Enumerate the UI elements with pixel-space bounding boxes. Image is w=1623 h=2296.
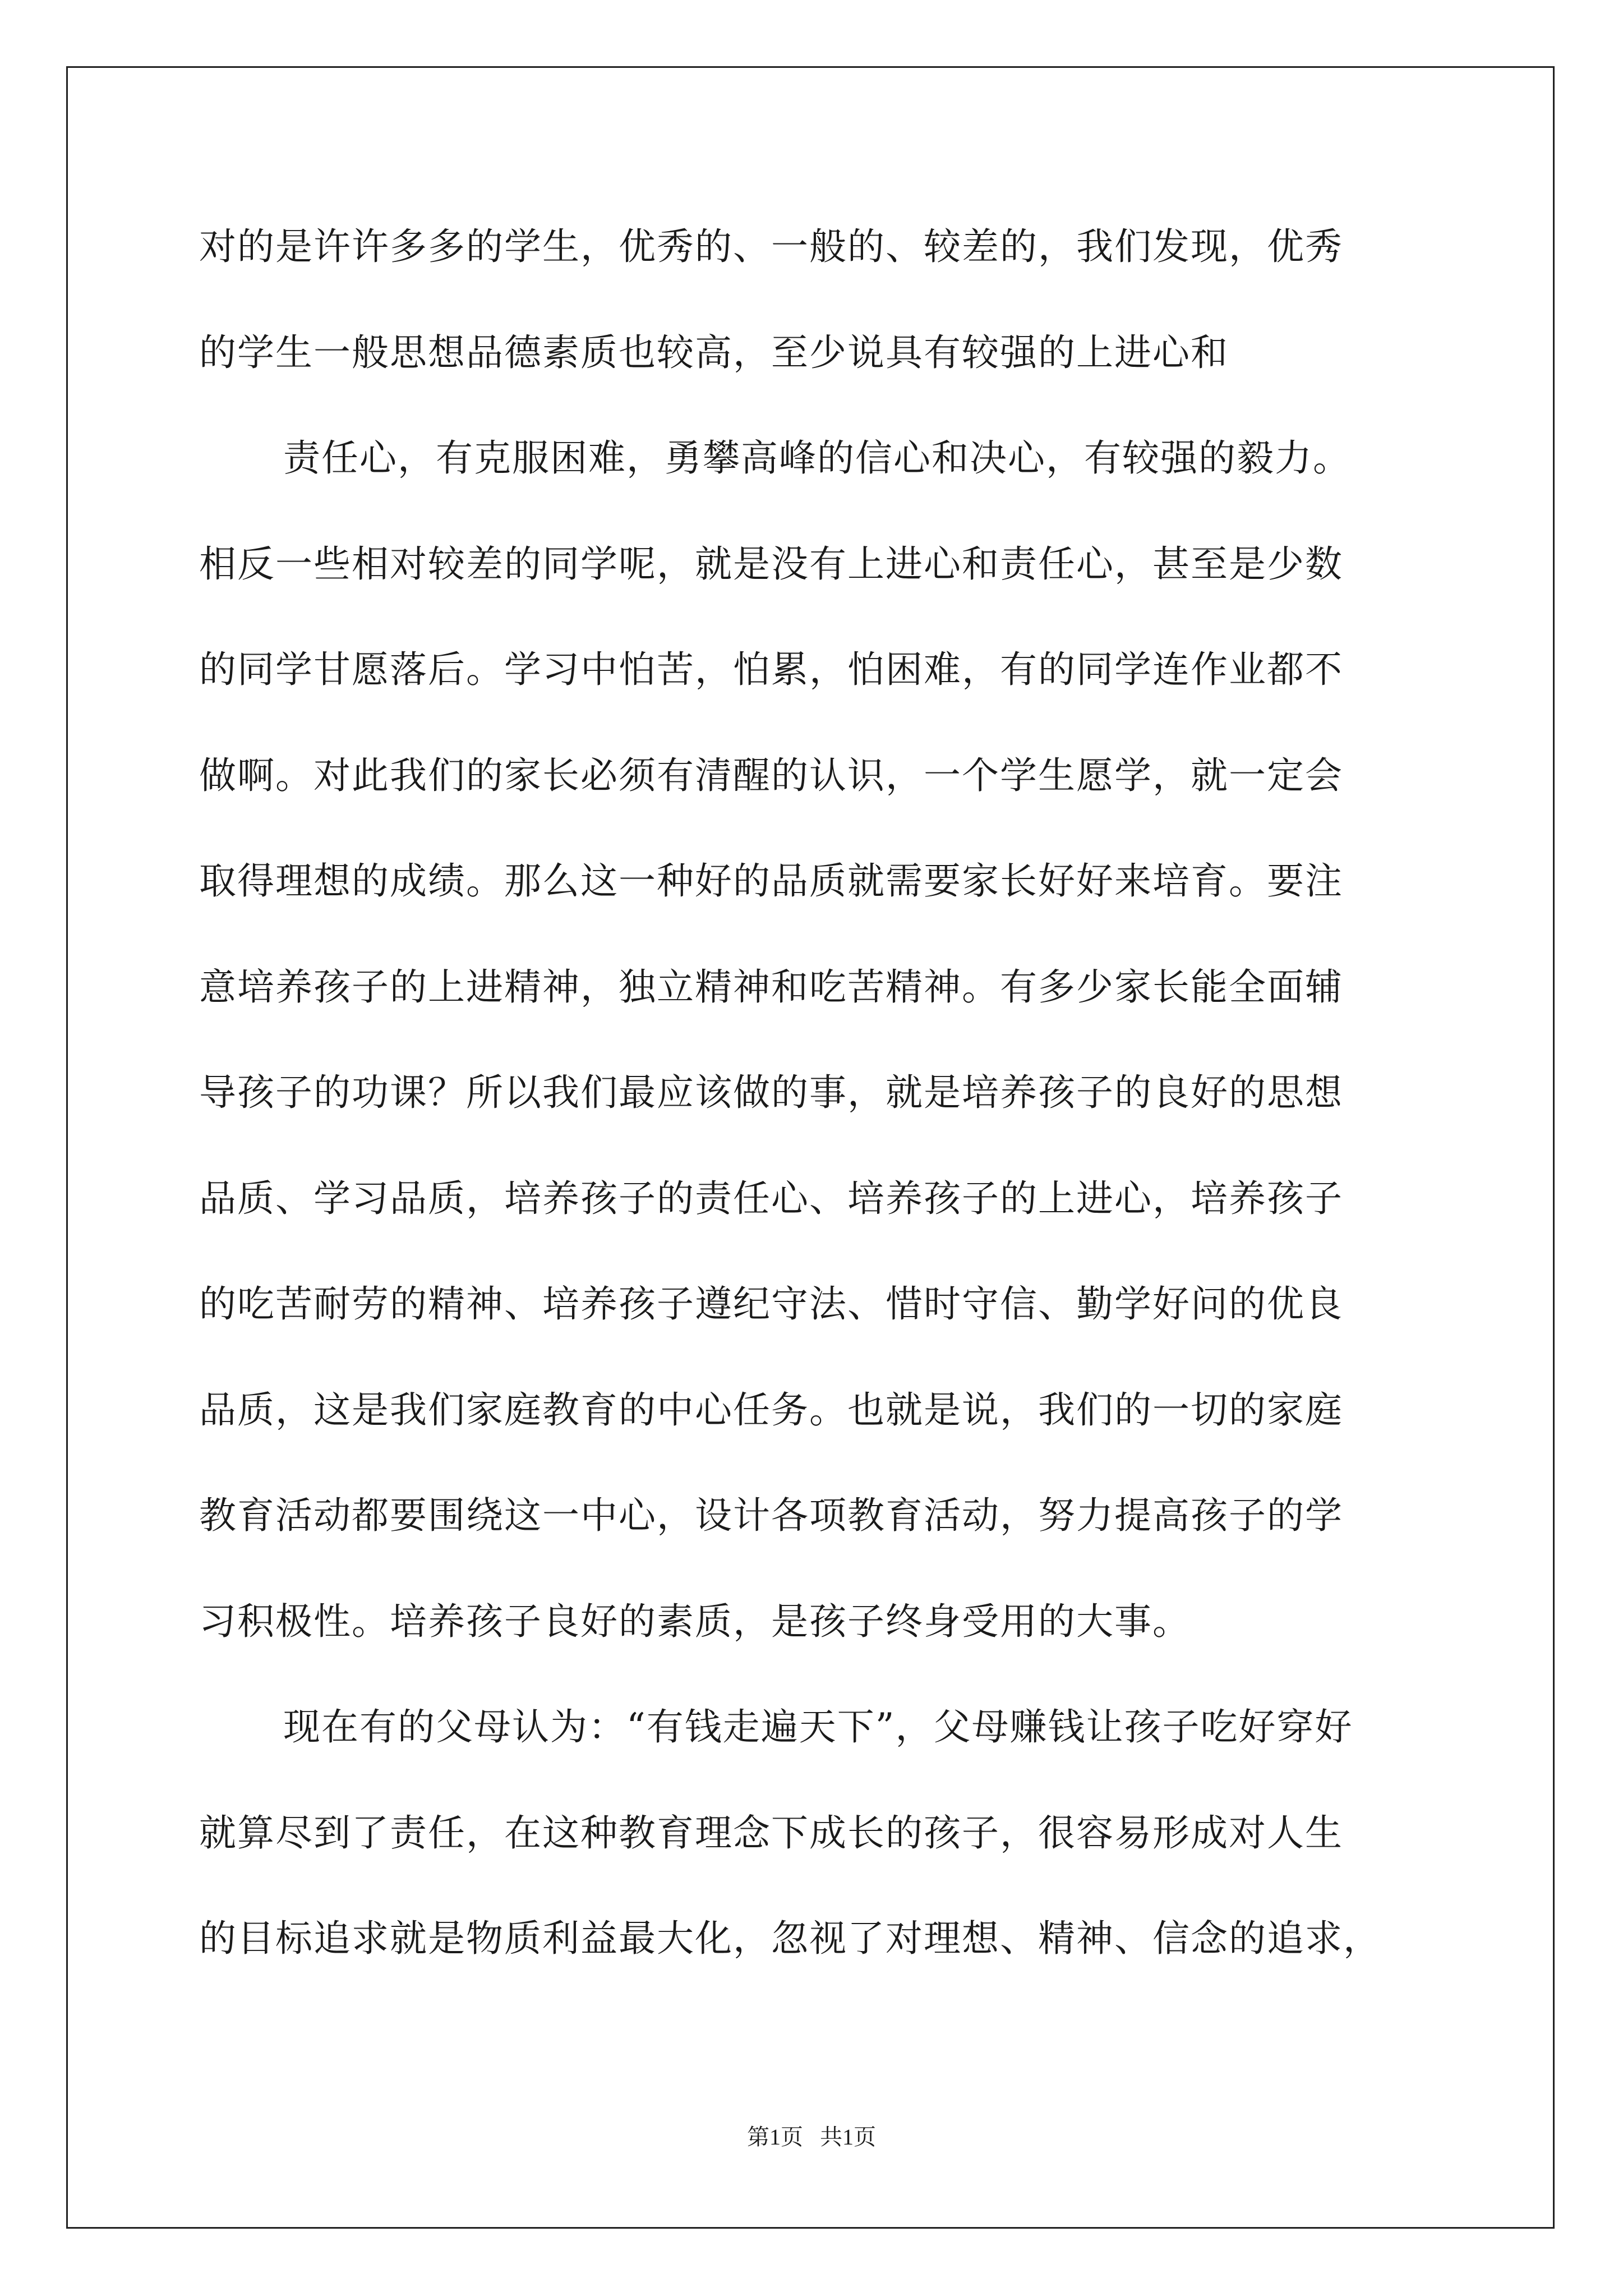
text-line-13: 教育活动都要围绕这一中心，设计各项教育活动，努力提高孩子的学 — [199, 1494, 1343, 1537]
page-footer — [0, 2123, 1623, 2151]
text-line-15: 现在有的父母认为：“有钱走遍天下”，父母赚钱让孩子吃好穿好 — [283, 1705, 1353, 1749]
text-line-11: 的吃苦耐劳的精神、培养孩子遵纪守法、惜时守信、勤学好问的优良 — [199, 1282, 1343, 1326]
text-line-5: 的同学甘愿落后。学习中怕苦，怕累，怕困难，有的同学连作业都不 — [199, 648, 1343, 691]
text-line-2: 的学生一般思想品德素质也较高，至少说具有较强的上进心和 — [199, 330, 1229, 374]
text-line-9: 导孩子的功课？所以我们最应该做的事，就是培养孩子的良好的思想 — [199, 1071, 1343, 1114]
text-line-8: 意培养孩子的上进精神，独立精神和吃苦精神。有多少家长能全面辅 — [199, 965, 1343, 1009]
text-line-1: 对的是许许多多的学生，优秀的、一般的、较差的，我们发现，优秀 — [199, 225, 1343, 268]
text-line-6: 做啊。对此我们的家长必须有清醒的认识，一个学生愿学，就一定会 — [199, 753, 1343, 797]
page-number-current: 第1页 — [747, 2124, 803, 2150]
document-body — [199, 219, 1438, 2017]
text-line-10: 品质、学习品质，培养孩子的责任心、培养孩子的上进心，培养孩子 — [199, 1176, 1343, 1220]
text-line-4: 相反一些相对较差的同学呢，就是没有上进心和责任心，甚至是少数 — [199, 542, 1343, 586]
text-line-7: 取得理想的成绩。那么这一种好的品质就需要家长好好来培育。要注 — [199, 859, 1343, 903]
page-number-total: 共1页 — [820, 2124, 876, 2150]
text-line-12: 品质，这是我们家庭教育的中心任务。也就是说，我们的一切的家庭 — [199, 1388, 1343, 1432]
text-line-3: 责任心，有克服困难，勇攀高峰的信心和决心，有较强的毅力。 — [283, 436, 1351, 480]
text-line-17: 的目标追求就是物质利益最大化，忽视了对理想、精神、信念的追求， — [199, 1917, 1381, 1960]
text-line-14: 习积极性。培养孩子良好的素质，是孩子终身受用的大事。 — [199, 1599, 1191, 1643]
text-line-16: 就算尽到了责任，在这种教育理念下成长的孩子，很容易形成对人生 — [199, 1811, 1343, 1855]
